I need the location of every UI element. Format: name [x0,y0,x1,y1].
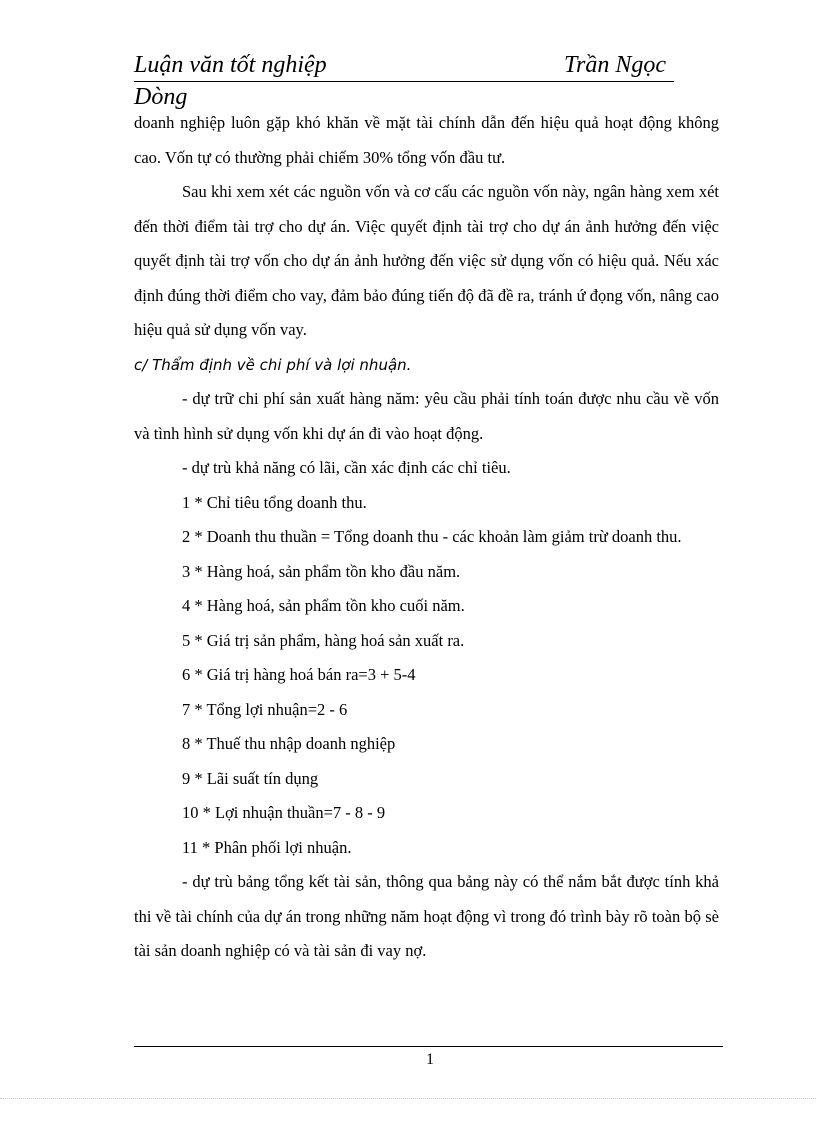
paragraph-3: - dự trữ chi phí sản xuất hàng năm: yêu cầu phải tính toán được nhu cầu về vốn và tình hình sử dụng vốn khi dự án đi vào hoạt động. [134,389,719,443]
header-document-type: Luận văn tốt nghiệp [134,52,327,78]
paragraph-1: doanh nghiệp luôn gặp khó khăn về mặt tài chính dẫn đến hiệu quả hoạt động không cao. Vốn tự có thường phải chiếm 30% tổng vốn đầu tư. [134,113,719,167]
paragraph-2: Sau khi xem xét các nguồn vốn và cơ cấu các nguồn vốn này, ngân hàng xem xét đến thời điểm tài trợ cho dự án. Việc quyết định tài trợ cho dự án ảnh hưởng đến việc quyết định tài trợ vốn cho dự án ảnh hưởng đến việc sử dụng vốn có hiệu quả. Nếu xác định đúng thời điểm cho vay, đảm bảo đúng tiến độ đã đề ra, tránh ứ đọng vốn, nâng cao hiệu quả sử dụng vốn vay. [134,182,719,339]
list-item-3: 3 * Hàng hoá, sản phẩm tồn kho đầu năm. [182,561,461,581]
header-author-continuation: Dòng [134,84,188,110]
list-item-2: 2 * Doanh thu thuần = Tổng doanh thu - các khoản làm giảm trừ doanh thu. [182,527,682,546]
list-item-9: 9 * Lãi suất tín dụng [182,768,319,788]
list-item-10: 10 * Lợi nhuận thuần=7 - 8 - 9 [182,803,386,822]
page-bottom-edge [0,1098,816,1099]
list-item-5: 5 * Giá trị sản phẩm, hàng hoá sản xuất ra. [182,630,465,650]
list-item-7: 7 * Tổng lợi nhuận=2 - 6 [182,699,348,719]
list-item-4: 4 * Hàng hoá, sản phẩm tồn kho cuối năm. [182,596,465,615]
body-text [134,106,719,969]
paragraph-4: - dự trù khả năng có lãi, cần xác định các chỉ tiêu. [182,458,511,477]
list-item-8: 8 * Thuế thu nhập doanh nghiệp [182,734,396,753]
page-number: 1 [426,1051,434,1068]
paragraph-5: - dự trù bảng tổng kết tài sản, thông qua bảng này có thể nắm bắt được tính khả thi về tài chính của dự án trong những năm hoạt động vì trong đó trình bày rõ toàn bộ sè tài sản doanh nghiệp có và tài sản đi vay nợ. [134,872,719,960]
header-line [134,50,674,82]
footer-divider [134,1046,723,1047]
header-author: Trần Ngọc [564,52,667,78]
list-item-1: 1 * Chỉ tiêu tổng doanh thu. [182,492,367,512]
list-item-11: 11 * Phân phối lợi nhuận. [182,837,352,857]
section-heading: c/ Thẩm định về chi phí và lợi nhuận. [134,355,412,374]
list-item-6: 6 * Giá trị hàng hoá bán ra=3 + 5-4 [182,665,416,684]
page-header [134,50,674,110]
